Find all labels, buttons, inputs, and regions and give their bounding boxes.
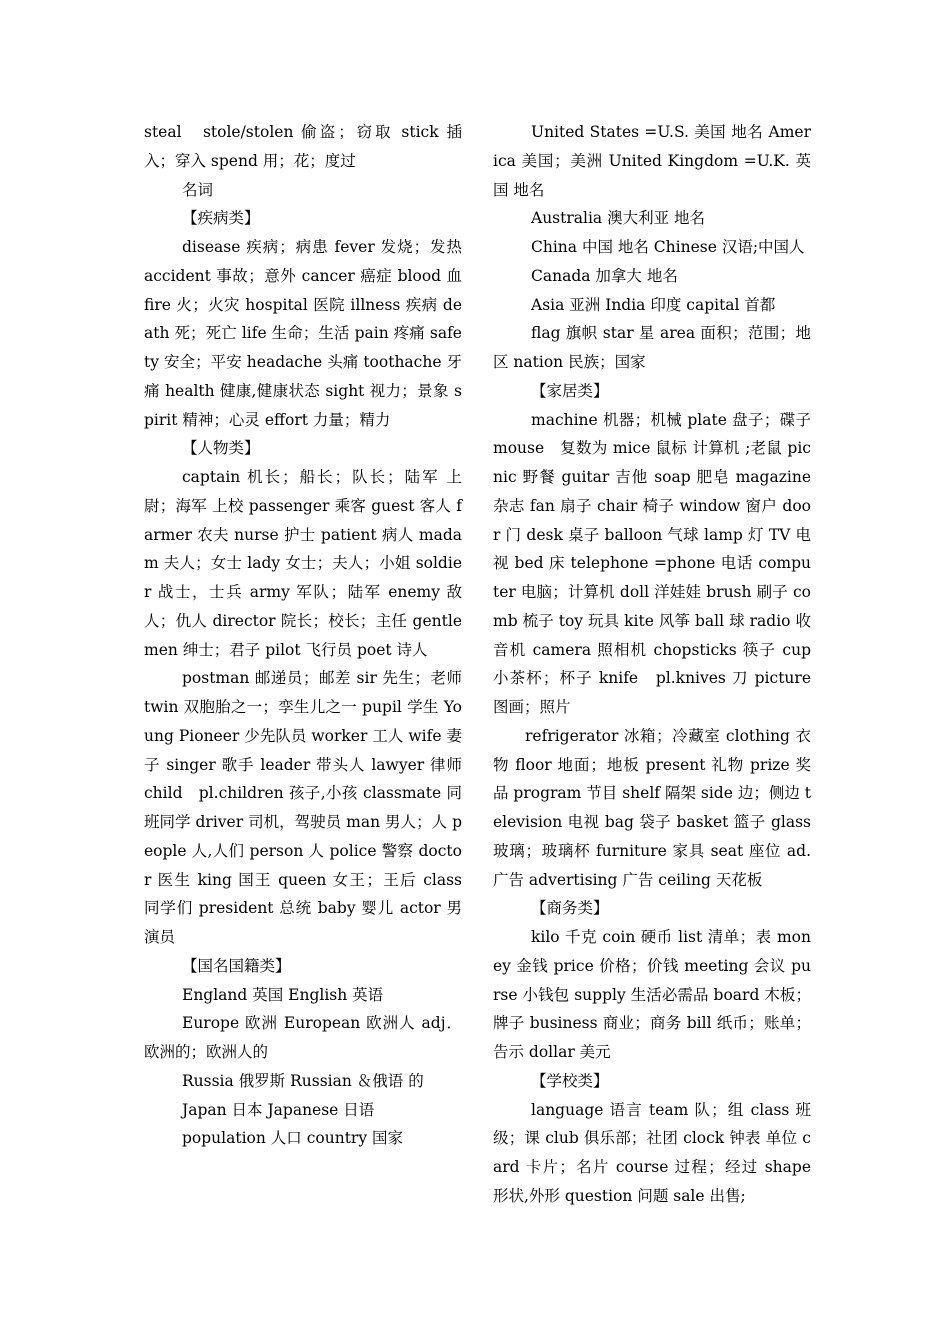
right-column: [493, 118, 811, 1211]
section-heading-school: 【学校类】: [531, 1071, 609, 1090]
vocab-paragraph: Asia 亚洲 India 印度 capital 首都: [531, 295, 776, 314]
section-heading-countries: 【国名国籍类】: [182, 956, 291, 975]
section-heading-people: 【人物类】: [182, 439, 260, 458]
vocab-paragraph: population 人口 country 国家: [182, 1129, 404, 1148]
section-label-nouns: 名词: [182, 180, 214, 199]
section-heading-home: 【家居类】: [531, 381, 609, 400]
vocab-paragraph: flag 旗帜 star 星 area 面积；范围；地区 nation 民族；国家: [493, 324, 811, 371]
vocab-paragraph: refrigerator 冰箱；冷藏室 clothing 衣物 floor 地面；地板 present 礼物 prize 奖品 program 节目 shelf 隔架 side 边；侧边 television 电视 bag 袋子 basket 篮子 glass 玻璃；玻璃杯 furniture 家具 seat 座位 ad.广告 advertising 广告 ceiling 天花板: [493, 726, 811, 889]
vocab-paragraph: language 语言 team 队；组 class 班级；课 club 俱乐部；社团 clock 钟表 单位 card 卡片；名片 course 过程；经过 shape 形状,外形 question 问题 sale 出售;: [493, 1100, 811, 1205]
vocab-paragraph: China 中国 地名 Chinese 汉语;中国人: [531, 238, 805, 256]
left-column: [144, 118, 462, 1153]
vocab-paragraph: disease 疾病；病患 fever 发烧；发热 accident 事故；意外 cancer 癌症 blood 血 fire 火；火灾 hospital 医院 illness 疾病 death 死；死亡 life 生命；生活 pain 疼痛 safety 安全；平安 headache 头痛 toothache 牙痛 health 健康,健康状态 sight 视力；景象 spirit 精神；心灵 effort 力量；精力: [144, 238, 462, 429]
vocab-paragraph: Russia 俄罗斯 Russian ＆俄语 的: [182, 1071, 424, 1090]
vocab-paragraph: Japan 日本 Japanese 日语: [182, 1100, 375, 1119]
vocab-paragraph: captain 机长；船长；队长；陆军 上尉；海军 上校 passenger 乘客 guest 客人 farmer 农夫 nurse 护士 patient 病人 madam 夫人；女士 lady 女士；夫人；小姐 soldier 战士，士兵 army 军队；陆军 enemy 敌人；仇人 director 院长；校长；主任 gentlemen 绅士；君子 pilot 飞行员 poet 诗人: [144, 468, 462, 659]
vocab-paragraph: Europe 欧洲 European 欧洲人 adj．欧洲的；欧洲人的: [144, 1014, 462, 1061]
vocab-paragraph: kilo 千克 coin 硬币 list 清单；表 money 金钱 price 价格；价钱 meeting 会议 purse 小钱包 supply 生活必需品 board 木板；牌子 business 商业；商务 bill 纸币；账单；告示 dollar 美元: [493, 928, 811, 1061]
vocab-paragraph: postman 邮递员；邮差 sir 先生；老师 twin 双胞胎之一；孪生儿之一 pupil 学生 Young Pioneer 少先队员 worker 工人 wife 妻子 singer 歌手 leader 带头人 lawyer 律师 child pl.children 孩子,小孩 classmate 同班同学 driver 司机，驾驶员 man 男人；人 people 人,人们 person 人 police 警察 doctor 医生 king 国王 queen 女王；王后 class 同学们 president 总统 baby 婴儿 actor 男演员: [144, 669, 462, 946]
section-heading-disease: 【疾病类】: [182, 209, 260, 228]
section-heading-business: 【商务类】: [531, 899, 609, 918]
vocab-paragraph: Canada 加拿大 地名: [531, 266, 678, 285]
vocab-paragraph: England 英国 English 英语: [182, 985, 384, 1004]
vocab-paragraph: steal stole/stolen 偷盗；窃取 stick 插入；穿入 spend 用；花；度过: [144, 123, 462, 170]
vocab-paragraph: machine 机器；机械 plate 盘子；碟子 mouse 复数为 mice 鼠标 计算机 ;老鼠 picnic 野餐 guitar 吉他 soap 肥皂 magazine 杂志 fan 扇子 chair 椅子 window 窗户 door 门 desk 桌子 balloon 气球 lamp 灯 TV 电视 bed 床 telephone =phone 电话 computer 电脑；计算机 doll 洋娃娃 brush 刷子 comb 梳子 toy 玩具 kite 风筝 ball 球 radio 收音机 camera 照相机 chopsticks 筷子 cup 小茶杯；杯子 knife pl.knives 刀 picture 图画；照片: [493, 410, 811, 716]
vocab-paragraph: United States =U.S. 美国 地名 America 美国；美洲 United Kingdom =U.K. 英国 地名: [493, 123, 811, 199]
vocab-paragraph: Australia 澳大利亚 地名: [531, 209, 706, 228]
